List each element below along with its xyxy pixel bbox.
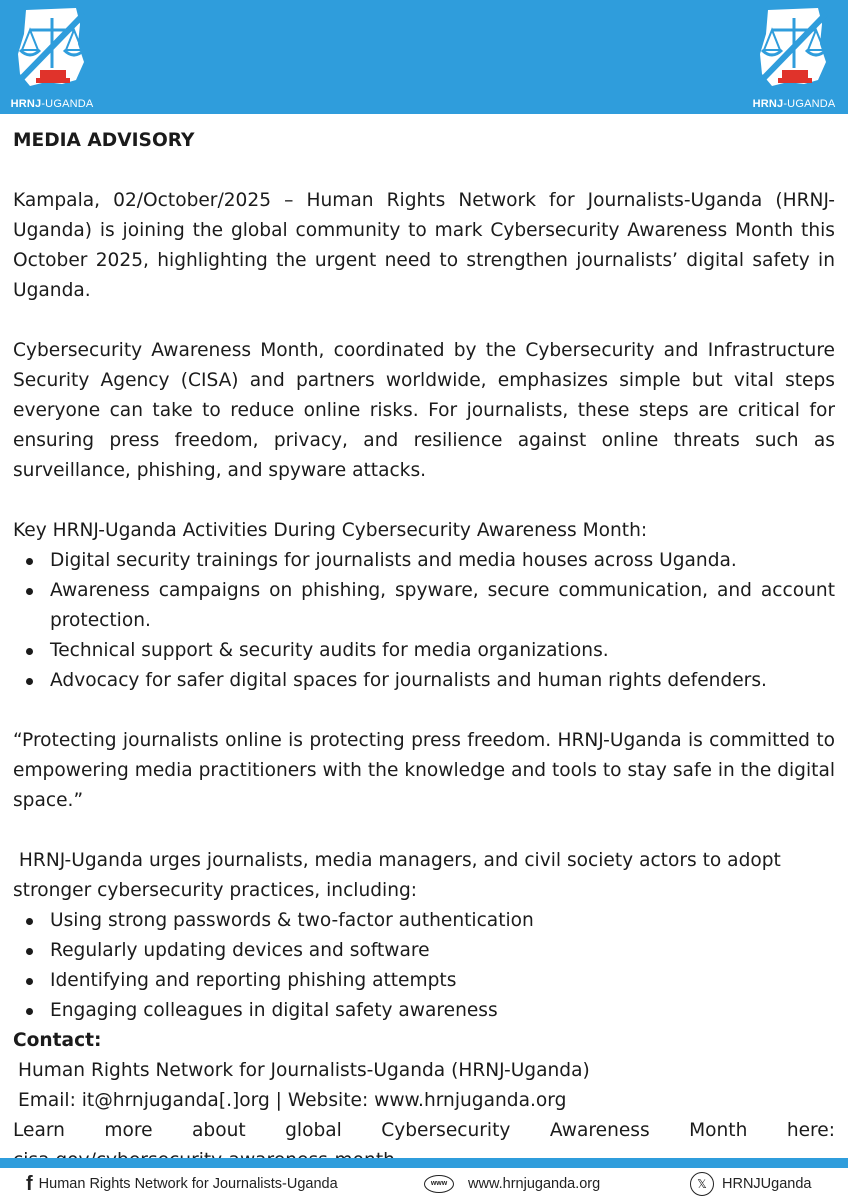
- list-item: Using strong passwords & two-factor authentication: [13, 906, 835, 936]
- logo-wordmark: HRNJ-UGANDA: [10, 98, 94, 110]
- facebook-icon: f: [26, 1172, 33, 1195]
- footer-facebook[interactable]: [26, 1172, 338, 1196]
- website-label: www.hrnjuganda.org: [468, 1176, 601, 1192]
- learn-more-word: Cybersecurity: [381, 1120, 511, 1141]
- list-item: Regularly updating devices and software: [13, 936, 835, 966]
- contact-heading: Contact:: [13, 1030, 102, 1051]
- list-item: Digital security trainings for journalists and media houses across Uganda.: [13, 546, 835, 576]
- contact-email-website: Email: it@hrnjuganda[.]org | Website: www.hrnjuganda.org: [18, 1090, 567, 1111]
- hrnj-logo: [6, 4, 98, 110]
- learn-more-word: here:: [786, 1120, 835, 1141]
- uganda-map-scales-icon: [748, 4, 840, 96]
- advisory-title: MEDIA ADVISORY: [13, 130, 195, 151]
- footer-band: [0, 1158, 848, 1168]
- quote-paragraph: “Protecting journalists online is protecting press freedom. HRNJ-Uganda is committed to empowering media practitioners with the knowledge and tools to stay safe in the digital space.”: [13, 730, 835, 811]
- learn-more-word: about: [192, 1120, 246, 1141]
- x-logo-icon: 𝕏: [690, 1172, 714, 1196]
- learn-more-word: Awareness: [549, 1120, 650, 1141]
- learn-more-line: [13, 1116, 835, 1146]
- advisory-body: [13, 126, 835, 1176]
- cisa-paragraph: Cybersecurity Awareness Month, coordinated by the Cybersecurity and Infrastructure Security Agency (CISA) and partners worldwide, emphasizes simple but vital steps everyone can take to reduce online risks. For journalists, these steps are critical for ensuring press freedom, privacy, and resilience against online threats such as surveillance, phishing, and spyware attacks.: [13, 340, 835, 481]
- globe-icon: www: [424, 1175, 454, 1193]
- learn-more-word: Month: [689, 1120, 748, 1141]
- urge-paragraph: HRNJ-Uganda urges journalists, media managers, and civil society actors to adopt stronger cybersecurity practices, including:: [13, 850, 787, 901]
- practices-list: [13, 906, 835, 1026]
- contact-organization: Human Rights Network for Journalists-Uganda (HRNJ-Uganda): [18, 1060, 590, 1081]
- footer-x[interactable]: [690, 1172, 811, 1196]
- list-item: Technical support & security audits for media organizations.: [13, 636, 835, 666]
- list-item: Awareness campaigns on phishing, spyware, secure communication, and account protection.: [13, 576, 835, 636]
- uganda-map-scales-icon: [6, 4, 98, 96]
- learn-more-word: more: [104, 1120, 153, 1141]
- facebook-label: Human Rights Network for Journalists-Uganda: [38, 1176, 338, 1192]
- hrnj-logo-right: [748, 4, 840, 110]
- list-item: Advocacy for safer digital spaces for journalists and human rights defenders.: [13, 666, 835, 696]
- intro-paragraph: Kampala, 02/October/2025 – Human Rights Network for Journalists-Uganda (HRNJ-Uganda) is joining the global community to mark Cybersecurity Awareness Month this October 2025, highlighting the urgent need to strengthen journalists’ digital safety in Uganda.: [13, 190, 835, 301]
- activities-list: [13, 546, 835, 696]
- activities-heading: Key HRNJ-Uganda Activities During Cybersecurity Awareness Month:: [13, 520, 648, 541]
- header-band: [0, 0, 848, 114]
- learn-more-word: Learn: [13, 1120, 65, 1141]
- x-handle: HRNJUganda: [722, 1176, 812, 1192]
- footer: [0, 1158, 848, 1200]
- list-item: Identifying and reporting phishing attempts: [13, 966, 835, 996]
- learn-more-word: global: [285, 1120, 342, 1141]
- list-item: Engaging colleagues in digital safety awareness: [13, 996, 835, 1026]
- logo-wordmark: HRNJ-UGANDA: [752, 98, 836, 110]
- footer-website[interactable]: [424, 1172, 600, 1196]
